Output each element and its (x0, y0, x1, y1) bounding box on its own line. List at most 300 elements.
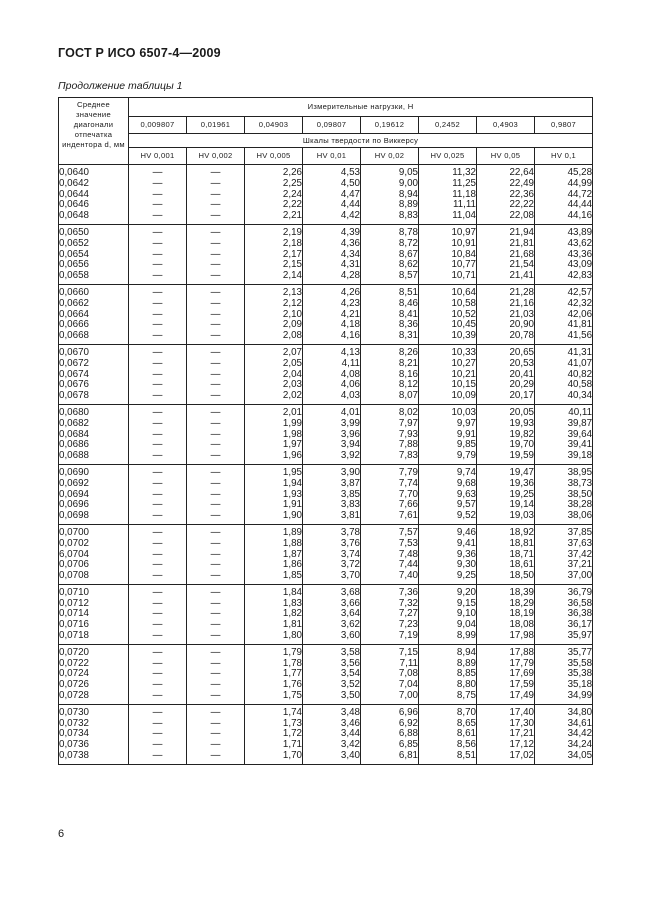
cell-value: 21,41 (509, 270, 534, 282)
cell-value: 17,02 (509, 750, 534, 762)
cell-value: 0,0700 (59, 526, 89, 538)
cell-value: 11,11 (452, 199, 476, 211)
cell-value: — (152, 597, 163, 609)
cell-value: 18,92 (509, 526, 534, 538)
cell-value: 1,98 (282, 428, 302, 440)
cell-value: 1,80 (282, 630, 302, 642)
cell-value: 1,74 (282, 706, 302, 718)
hv-0001-cell (129, 284, 187, 344)
cell-value: 42,57 (567, 286, 593, 298)
cell-value: 2,18 (282, 237, 302, 249)
cell-value: 2,25 (282, 177, 302, 189)
cell-value: 3,44 (340, 728, 360, 740)
hv-0001-cell (129, 644, 187, 704)
cell-value: 0,0724 (59, 668, 89, 680)
cell-value: 3,76 (340, 537, 360, 549)
cell-value: 4,44 (340, 199, 360, 211)
cell-value: 8,94 (398, 188, 418, 200)
hv-0002-cell (187, 584, 245, 644)
hv-005-cell (477, 165, 535, 225)
cell-value: 7,79 (398, 466, 418, 478)
cell-value: 9,97 (456, 417, 476, 429)
cell-value: 0,0642 (59, 177, 89, 189)
hv-005-cell (477, 284, 535, 344)
cell-value: 21,68 (509, 248, 534, 260)
cell-value: 42,32 (567, 297, 593, 309)
cell-value: 10,09 (451, 390, 476, 402)
cell-value: 3,52 (340, 679, 360, 691)
cell-value: — (210, 717, 221, 729)
cell-value: 0,0676 (59, 379, 89, 391)
hv-0001-cell (129, 704, 187, 764)
cell-value: 0,0646 (59, 199, 89, 211)
cell-value: 36,58 (567, 597, 593, 609)
cell-value: 17,21 (509, 728, 534, 740)
cell-value: 1,90 (282, 510, 302, 522)
cell-value: 44,44 (567, 199, 593, 211)
cell-value: 18,71 (509, 548, 534, 560)
cell-value: 37,63 (567, 537, 593, 549)
cell-value: 17,88 (509, 646, 534, 658)
cell-value: 8,57 (398, 270, 418, 282)
table-row-group (59, 464, 593, 524)
cell-value: 8,02 (398, 406, 418, 418)
cell-value: 8,72 (398, 237, 418, 249)
cell-value: 17,59 (509, 679, 534, 691)
cell-value: 0,0658 (59, 270, 89, 282)
cell-value: 44,72 (567, 188, 593, 200)
cell-value: 22,64 (509, 167, 534, 178)
cell-value: — (210, 739, 221, 751)
cell-value: 20,41 (509, 368, 534, 380)
hv-01-cell (535, 704, 593, 764)
cell-value: 0,0714 (59, 608, 89, 620)
diagonal-cell (59, 704, 129, 764)
cell-value: 4,50 (340, 177, 360, 189)
cell-value: 6,88 (398, 728, 418, 740)
cell-value: 8,65 (456, 717, 476, 729)
cell-value: 19,14 (509, 499, 534, 511)
cell-value: 41,56 (567, 330, 593, 342)
cell-value: 7,66 (398, 499, 418, 511)
cell-value: 3,92 (340, 450, 360, 462)
cell-value: 4,34 (340, 248, 360, 260)
cell-value: 9,85 (456, 439, 476, 451)
cell-value: 1,95 (282, 466, 302, 478)
hv-0025-cell (419, 644, 477, 704)
cell-value: 0,0668 (59, 330, 89, 342)
hv-0005-cell (245, 584, 303, 644)
diagonal-cell (59, 464, 129, 524)
cell-value: — (210, 570, 221, 582)
cell-value: 4,18 (340, 319, 360, 331)
cell-value: 3,48 (340, 706, 360, 718)
hv-0005-cell (245, 284, 303, 344)
cell-value: 1,73 (282, 717, 302, 729)
cell-value: — (152, 466, 163, 478)
table-row-group (59, 284, 593, 344)
cell-value: 7,40 (398, 570, 418, 582)
cell-value: 8,89 (456, 657, 476, 669)
cell-value: 2,02 (282, 390, 302, 402)
cell-value: 7,88 (398, 439, 418, 451)
hv-005-cell (477, 704, 535, 764)
cell-value: 0,0666 (59, 319, 89, 331)
hv-0025-cell (419, 224, 477, 284)
cell-value: 3,70 (340, 570, 360, 582)
cell-value: 1,88 (282, 537, 302, 549)
cell-value: 3,85 (340, 488, 360, 500)
cell-value: 19,59 (509, 450, 534, 462)
load-value: 0,4903 (477, 117, 535, 134)
cell-value: 1,99 (282, 417, 302, 429)
cell-value: — (210, 488, 221, 500)
cell-value: 10,91 (451, 237, 476, 249)
cell-value: — (210, 177, 221, 189)
cell-value: — (152, 526, 163, 538)
cell-value: — (210, 559, 221, 571)
cell-value: — (210, 357, 221, 369)
hv-002-cell (361, 524, 419, 584)
cell-value: — (152, 439, 163, 451)
diagonal-cell (59, 224, 129, 284)
cell-value: 1,85 (282, 570, 302, 582)
scale-label: HV 0,1 (535, 148, 593, 165)
cell-value: — (210, 428, 221, 440)
hv-005-cell (477, 224, 535, 284)
cell-value: 7,57 (398, 526, 418, 538)
cell-value: 1,71 (282, 739, 302, 751)
diagonal-cell (59, 644, 129, 704)
cell-value: 1,82 (282, 608, 302, 620)
hv-01-cell (535, 464, 593, 524)
cell-value: 0,0706 (59, 559, 89, 571)
load-value: 0,19612 (361, 117, 419, 134)
diagonal-cell (59, 524, 129, 584)
hv-0025-cell (419, 344, 477, 404)
cell-value: 6,85 (398, 739, 418, 751)
cell-value: 3,64 (340, 608, 360, 620)
cell-value: 3,83 (340, 499, 360, 511)
cell-value: 1,83 (282, 597, 302, 609)
cell-value: 11,04 (452, 210, 476, 222)
hv-002-cell (361, 165, 419, 225)
cell-value: 37,42 (567, 548, 593, 560)
cell-value: 0,0698 (59, 510, 89, 522)
cell-value: 0,0640 (59, 167, 89, 178)
cell-value: — (210, 608, 221, 620)
cell-value: 22,49 (509, 177, 534, 189)
cell-value: — (210, 286, 221, 298)
hv-0005-cell (245, 224, 303, 284)
cell-value: 0,0726 (59, 679, 89, 691)
cell-value: 2,05 (282, 357, 302, 369)
hv-01-cell (535, 584, 593, 644)
table-row-group (59, 224, 593, 284)
cell-value: 34,24 (567, 739, 593, 751)
cell-value: 35,38 (567, 668, 593, 680)
hv-0005-cell (245, 404, 303, 464)
cell-value: 7,27 (398, 608, 418, 620)
cell-value: 3,54 (340, 668, 360, 680)
cell-value: 19,25 (509, 488, 534, 500)
cell-value: — (152, 646, 163, 658)
cell-value: 0,0730 (59, 706, 89, 718)
cell-value: 10,39 (451, 330, 476, 342)
cell-value: 22,22 (509, 199, 534, 211)
hv-0025-cell (419, 464, 477, 524)
table-row-group (59, 644, 593, 704)
cell-value: 1,70 (282, 750, 302, 762)
cell-value: 4,06 (340, 379, 360, 391)
cell-value: 3,87 (340, 477, 360, 489)
cell-value: 0,0672 (59, 357, 89, 369)
cell-value: 37,21 (567, 559, 593, 571)
scale-label: HV 0,005 (245, 148, 303, 165)
cell-value: 9,74 (456, 466, 476, 478)
hv-01-cell (535, 524, 593, 584)
cell-value: 3,66 (340, 597, 360, 609)
cell-value: 42,83 (567, 270, 593, 282)
cell-value: 10,15 (451, 379, 476, 391)
cell-value: 21,94 (509, 226, 534, 238)
hv-002-cell (361, 704, 419, 764)
cell-value: 7,00 (398, 690, 418, 702)
cell-value: 4,47 (340, 188, 360, 200)
cell-value: 0,0722 (59, 657, 89, 669)
cell-value: 18,08 (509, 619, 534, 631)
cell-value: 18,19 (509, 608, 534, 620)
hv-005-cell (477, 464, 535, 524)
cell-value: 3,74 (340, 548, 360, 560)
load-value: 0,01961 (187, 117, 245, 134)
cell-value: — (152, 210, 163, 222)
cell-value: 21,54 (509, 259, 534, 271)
cell-value: — (152, 259, 163, 271)
cell-value: 40,82 (567, 368, 593, 380)
cell-value: 9,52 (456, 510, 476, 522)
scales-row (59, 148, 593, 165)
hv-001-cell (303, 404, 361, 464)
diagonal-cell (59, 404, 129, 464)
cell-value: — (210, 406, 221, 418)
hv-001-cell (303, 284, 361, 344)
cell-value: — (152, 630, 163, 642)
cell-value: — (152, 417, 163, 429)
cell-value: 0,0648 (59, 210, 89, 222)
cell-value: — (210, 167, 221, 178)
cell-value: — (210, 706, 221, 718)
cell-value: 22,08 (509, 210, 534, 222)
table-row-group (59, 404, 593, 464)
cell-value: 34,80 (567, 706, 593, 718)
cell-value: 8,36 (398, 319, 418, 331)
cell-value: 10,03 (451, 406, 476, 418)
table-row-group (59, 704, 593, 764)
cell-value: — (152, 368, 163, 380)
cell-value: 9,46 (456, 526, 476, 538)
cell-value: 38,50 (567, 488, 593, 500)
hardness-table (58, 97, 593, 765)
cell-value: 10,84 (451, 248, 476, 260)
cell-value: 7,15 (398, 646, 418, 658)
cell-value: 34,42 (567, 728, 593, 740)
cell-value: — (210, 417, 221, 429)
hv-0005-cell (245, 344, 303, 404)
cell-value: 8,51 (398, 286, 418, 298)
cell-value: — (210, 657, 221, 669)
cell-value: 2,15 (282, 259, 302, 271)
cell-value: 9,57 (456, 499, 476, 511)
cell-value: 2,01 (282, 406, 302, 418)
cell-value: — (210, 466, 221, 478)
cell-value: 0,0684 (59, 428, 89, 440)
cell-value: 36,38 (567, 608, 593, 620)
cell-value: 1,93 (282, 488, 302, 500)
hv-001-cell (303, 584, 361, 644)
cell-value: 9,10 (456, 608, 476, 620)
cell-value: 1,75 (282, 690, 302, 702)
cell-value: 2,14 (282, 270, 302, 282)
load-value: 0,9807 (535, 117, 593, 134)
cell-value: 10,45 (451, 319, 476, 331)
cell-value: 41,31 (567, 346, 593, 358)
cell-value: 20,17 (509, 390, 534, 402)
cell-value: — (210, 499, 221, 511)
cell-value: 1,84 (282, 586, 302, 598)
cell-value: 9,91 (456, 428, 476, 440)
scale-label: HV 0,025 (419, 148, 477, 165)
cell-value: 3,81 (340, 510, 360, 522)
cell-value: — (152, 728, 163, 740)
cell-value: — (210, 308, 221, 320)
cell-value: 4,01 (340, 406, 360, 418)
cell-value: 17,12 (509, 739, 534, 751)
cell-value: 0,0712 (59, 597, 89, 609)
hv-0001-cell (129, 524, 187, 584)
cell-value: 2,07 (282, 346, 302, 358)
cell-value: — (210, 690, 221, 702)
cell-value: 9,36 (456, 548, 476, 560)
cell-value: — (152, 450, 163, 462)
cell-value: 17,79 (509, 657, 534, 669)
cell-value: 18,61 (509, 559, 534, 571)
cell-value: 4,36 (340, 237, 360, 249)
cell-value: 1,94 (282, 477, 302, 489)
cell-value: 0,0702 (59, 537, 89, 549)
hv-002-cell (361, 404, 419, 464)
cell-value: 19,70 (509, 439, 534, 451)
cell-value: — (210, 210, 221, 222)
cell-value: 8,67 (398, 248, 418, 260)
cell-value: 19,03 (509, 510, 534, 522)
hv-0001-cell (129, 224, 187, 284)
cell-value: 8,70 (456, 706, 476, 718)
hv-002-cell (361, 644, 419, 704)
cell-value: 0,0728 (59, 690, 89, 702)
cell-value: 7,32 (398, 597, 418, 609)
cell-value: 3,42 (340, 739, 360, 751)
cell-value: 8,46 (398, 297, 418, 309)
cell-value: 8,12 (398, 379, 418, 391)
cell-value: — (210, 526, 221, 538)
scale-label: HV 0,001 (129, 148, 187, 165)
cell-value: 0,0734 (59, 728, 89, 740)
scale-label: HV 0,002 (187, 148, 245, 165)
cell-value: — (210, 188, 221, 200)
cell-value: 3,68 (340, 586, 360, 598)
hv-0002-cell (187, 464, 245, 524)
cell-value: — (210, 270, 221, 282)
hv-005-cell (477, 404, 535, 464)
cell-value: — (152, 477, 163, 489)
cell-value: 39,41 (567, 439, 593, 451)
loads-header: Измерительные нагрузки, Н (129, 98, 593, 117)
cell-value: 8,56 (456, 739, 476, 751)
cell-value: 2,03 (282, 379, 302, 391)
cell-value: 43,36 (567, 248, 593, 260)
cell-value: 3,50 (340, 690, 360, 702)
cell-value: 0,0674 (59, 368, 89, 380)
cell-value: 4,03 (340, 390, 360, 402)
diagonal-column-header: Среднее значение диагонали отпечатка индентора d, мм (59, 98, 129, 165)
cell-value: 39,18 (567, 450, 593, 462)
hv-001-cell (303, 224, 361, 284)
cell-value: 1,89 (282, 526, 302, 538)
cell-value: 43,89 (567, 226, 593, 238)
cell-value: 11,32 (452, 167, 476, 178)
cell-value: 2,10 (282, 308, 302, 320)
cell-value: 3,56 (340, 657, 360, 669)
cell-value: 9,25 (456, 570, 476, 582)
cell-value: 21,81 (509, 237, 534, 249)
hv-0025-cell (419, 584, 477, 644)
cell-value: 0,0678 (59, 390, 89, 402)
cell-value: 34,61 (567, 717, 593, 729)
cell-value: 35,77 (567, 646, 593, 658)
cell-value: — (210, 346, 221, 358)
cell-value: — (210, 537, 221, 549)
cell-value: 3,96 (340, 428, 360, 440)
cell-value: — (152, 428, 163, 440)
cell-value: — (152, 319, 163, 331)
cell-value: 3,46 (340, 717, 360, 729)
loads-row (59, 117, 593, 134)
cell-value: 10,33 (451, 346, 476, 358)
cell-value: — (152, 199, 163, 211)
hv-0002-cell (187, 284, 245, 344)
cell-value: 8,89 (398, 199, 418, 211)
cell-value: — (152, 346, 163, 358)
hv-005-cell (477, 584, 535, 644)
cell-value: 2,08 (282, 330, 302, 342)
cell-value: — (210, 226, 221, 238)
cell-value: — (152, 608, 163, 620)
cell-value: 39,64 (567, 428, 593, 440)
cell-value: — (210, 450, 221, 462)
cell-value: — (152, 177, 163, 189)
cell-value: — (210, 248, 221, 260)
hv-01-cell (535, 644, 593, 704)
cell-value: 36,79 (567, 586, 593, 598)
cell-value: 8,51 (456, 750, 476, 762)
scale-label: HV 0,02 (361, 148, 419, 165)
cell-value: — (210, 646, 221, 658)
cell-value: 4,16 (340, 330, 360, 342)
cell-value: 7,44 (398, 559, 418, 571)
cell-value: 17,40 (509, 706, 534, 718)
cell-value: 19,36 (509, 477, 534, 489)
